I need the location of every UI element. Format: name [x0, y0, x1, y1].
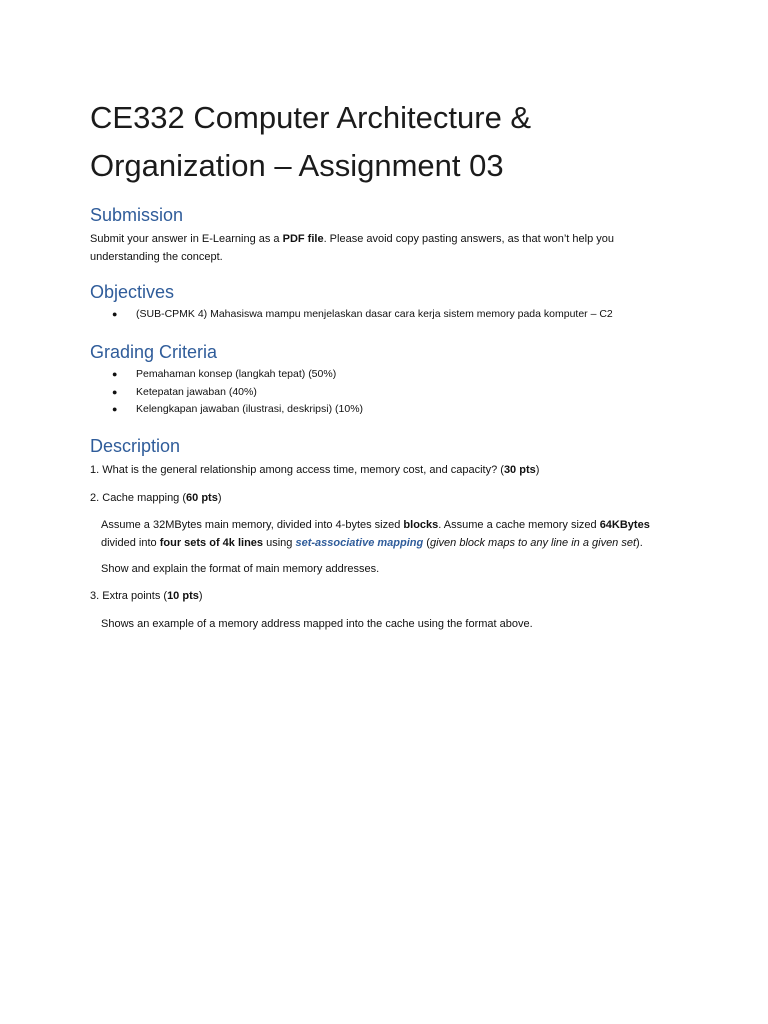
list-item [90, 384, 363, 402]
grading-item-text: Kelengkapan jawaban (ilustrasi, deskripsi) (10%) [136, 403, 364, 415]
submission-text [90, 230, 650, 266]
page-title: CE332 Computer Architecture & Organization – Assignment 03 [90, 100, 532, 183]
question-2-paragraph-1 [101, 516, 671, 552]
paren-close: ) [217, 492, 222, 504]
submission-heading: Submission [90, 205, 184, 225]
q2-sets: four sets of 4k lines [159, 537, 264, 549]
question-2 [90, 489, 690, 507]
submission-text-2: . Please avoid copy pasting answers, as that won’t help you understanding the concept. [90, 233, 615, 263]
question-number: 1. [90, 464, 100, 476]
objectives-list [90, 306, 613, 324]
list-item [90, 306, 613, 324]
objectives-heading: Objectives [90, 282, 175, 302]
question-3 [90, 587, 690, 605]
grading-item-text: Ketepatan jawaban (40%) [136, 385, 257, 398]
grading-list [90, 366, 363, 419]
question-1-points: 30 pts [503, 464, 536, 476]
paren-close: ) [198, 590, 203, 602]
grading-heading: Grading Criteria [90, 342, 218, 362]
grading-item-text: Pemahaman konsep (langkah tepat) (50%) [136, 368, 337, 380]
question-2-points: 60 pts [186, 492, 218, 504]
q2-text-e: ( [423, 537, 430, 549]
paren-close: ) [535, 464, 540, 476]
q2-text-d: using [263, 537, 296, 549]
bullet-icon: ● [112, 386, 118, 397]
question-3-paragraph-1: Shows an example of a memory address mapped into the cache using the format above. [101, 618, 533, 630]
bullet-icon: ● [112, 404, 118, 414]
q2-cache-size: 64KBytes [599, 519, 650, 531]
q2-blocks: blocks [403, 519, 439, 531]
bullet-icon: ● [112, 369, 118, 379]
q2-italic-note: given block maps to any line in a given set [429, 537, 637, 549]
list-item [90, 366, 363, 384]
submission-text-1: Submit your answer in E-Learning as a [90, 233, 283, 245]
question-3-points: 10 pts [167, 590, 199, 602]
question-2-paragraph-2: Show and explain the format of main memory addresses. [101, 563, 380, 575]
set-associative-link[interactable]: set-associative mapping [295, 537, 424, 549]
question-1-text: What is the general relationship among access time, memory cost, and capacity? ( [102, 464, 504, 476]
pdf-file-label: PDF file [282, 233, 324, 245]
objective-text: (SUB-CPMK 4) Mahasiswa mampu menjelaskan dasar cara kerja sistem memory pada komputer – C2 [136, 308, 613, 320]
bullet-icon: ● [112, 309, 118, 319]
question-3-text: Extra points ( [102, 590, 168, 602]
q2-text-a: Assume a 32MBytes main memory, divided into 4-bytes sized [101, 519, 404, 531]
question-number: 2. [90, 492, 100, 504]
question-2-text: Cache mapping ( [102, 492, 187, 504]
q2-text-f: ). [636, 537, 643, 549]
q2-text-c: divided into [101, 537, 160, 549]
q2-text-b: . Assume a cache memory sized [438, 519, 600, 531]
question-1 [90, 461, 690, 479]
list-item [90, 401, 363, 419]
question-number: 3. [90, 590, 100, 602]
description-heading: Description [90, 436, 181, 456]
